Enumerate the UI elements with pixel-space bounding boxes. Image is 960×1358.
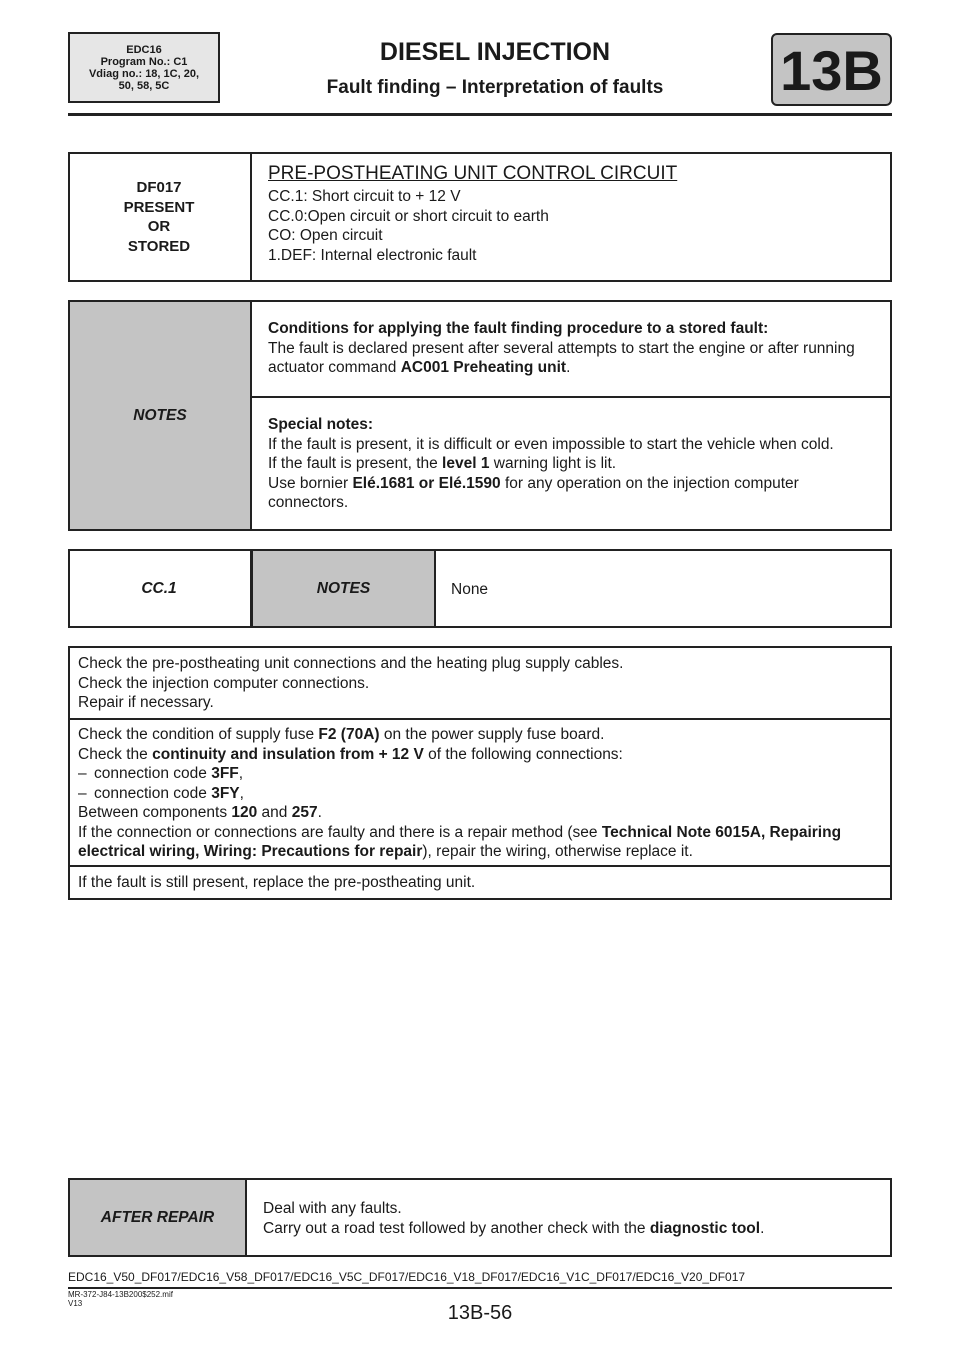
page-subtitle: Fault finding – Interpretation of faults — [326, 77, 664, 98]
notes-label: NOTES — [133, 406, 187, 424]
continuity-check: continuity and insulation from + 12 V — [152, 745, 424, 763]
fault-status-stored: STORED — [127, 237, 191, 255]
notes-row-divider — [252, 396, 892, 398]
connection-item: – connection code 3FY, — [78, 784, 244, 802]
procedure-step-2 — [78, 725, 878, 862]
fault-code: DF017 — [136, 179, 182, 196]
step-line: Check the condition of supply fuse F2 (70A) on the power supply fuse board. — [78, 726, 605, 743]
header-divider — [68, 113, 892, 116]
step-line: Check the injection computer connections. — [78, 674, 370, 692]
page-title: DIESEL INJECTION — [379, 38, 611, 66]
component-ref: 257 — [291, 804, 318, 821]
conditions-text: The fault is declared present after several attempts to start the engine or after running actuator command AC001 Preheating unit. — [268, 339, 855, 376]
notes-special — [268, 415, 880, 513]
after-repair-line: Carry out a road test followed by another check with the diagnostic tool. — [263, 1219, 765, 1237]
footer-file-info — [68, 1290, 173, 1308]
footer-divider — [68, 1287, 892, 1289]
program-line: Program No.: C1 — [100, 55, 188, 68]
cc1-notes-label: NOTES — [316, 579, 371, 597]
fault-status-or: OR — [147, 218, 171, 235]
section-code-badge: 13B — [771, 33, 892, 106]
step-line: Check the pre-postheating unit connections and the heating plug supply cables. — [78, 655, 624, 672]
vdiag-line: Vdiag no.: 18, 1C, 20, — [88, 67, 200, 80]
cc1-notes-value: None — [451, 581, 489, 598]
step-line: Check the continuity and insulation from + 12 V of the following connections: — [78, 745, 623, 763]
technical-note-ref: Technical Note 6015A, Repairing electrical wiring, Wiring: Precautions for repair — [78, 823, 842, 860]
fault-code-cc0: CC.0:Open circuit or short circuit to earth — [268, 207, 549, 225]
connection-code: 3FY — [211, 784, 240, 802]
connection-item: – connection code 3FF, — [78, 765, 244, 782]
procedure-divider — [68, 865, 892, 867]
special-note-line: If the fault is present, it is difficult or even impossible to start the vehicle when cold. — [268, 435, 834, 453]
procedure-divider — [68, 718, 892, 720]
fault-code-1def: 1.DEF: Internal electronic fault — [268, 246, 477, 264]
fault-status-present: PRESENT — [123, 198, 195, 216]
cc1-code-cell — [68, 549, 252, 628]
warning-level: level 1 — [442, 455, 490, 472]
page-number: 13B-56 — [447, 1302, 513, 1324]
special-notes-title: Special notes: — [268, 416, 374, 433]
connection-code: 3FF — [211, 765, 239, 782]
fault-code-co: CO: Open circuit — [268, 227, 383, 244]
notes-label-cell — [68, 300, 252, 531]
after-repair-label: AFTER REPAIR — [100, 1208, 215, 1226]
step-line: Repair if necessary. — [78, 694, 214, 711]
diagnostic-tool: diagnostic tool — [649, 1219, 761, 1237]
fault-code-cc1: CC.1: Short circuit to + 12 V — [268, 188, 461, 205]
actuator-command: AC001 Preheating unit — [400, 359, 567, 376]
fuse-ref: F2 (70A) — [318, 726, 380, 743]
special-note-line: If the fault is present, the level 1 warning light is lit. — [268, 455, 617, 472]
notes-conditions — [268, 319, 880, 378]
version: V13 — [68, 1299, 83, 1308]
after-repair-text — [263, 1199, 883, 1238]
procedure-step-1 — [78, 654, 878, 713]
vdiag-line-2: 50, 58, 5C — [118, 79, 170, 92]
bornier-ref: Elé.1681 or Elé.1590 — [352, 474, 501, 492]
procedure-step-3: If the fault is still present, replace the pre-postheating unit. — [78, 874, 476, 891]
step-line: Between components 120 and 257. — [78, 804, 322, 821]
fault-status-cell — [68, 152, 252, 282]
special-note-line: Use bornier Elé.1681 or Elé.1590 for any operation on the injection computer connectors. — [268, 474, 799, 511]
footer-reference: EDC16_V50_DF017/EDC16_V58_DF017/EDC16_V5C_DF017/EDC16_V18_DF017/EDC16_V1C_DF017/EDC16_V20_DF017 — [68, 1270, 746, 1284]
step-line: If the connection or connections are faulty and there is a repair method (see Technical Note 6015A, Repairing electrical wiring, Wiring: Precautions for repair), repair the wiring, otherwise replace it. — [78, 823, 842, 860]
after-repair-label-cell — [68, 1178, 247, 1257]
conditions-title: Conditions for applying the fault finding procedure to a stored fault: — [268, 320, 769, 337]
vehicle-program-box — [68, 32, 220, 103]
mif-filename: MR-372-J84-13B200$252.mif — [68, 1290, 173, 1299]
edc-line: EDC16 — [126, 43, 162, 56]
fault-description-cell — [268, 163, 878, 265]
fault-title: PRE-POSTHEATING UNIT CONTROL CIRCUIT — [268, 163, 678, 184]
cc1-code: CC.1 — [141, 579, 177, 597]
component-ref: 120 — [231, 804, 258, 821]
cc1-notes-label-cell — [251, 549, 436, 628]
after-repair-line: Deal with any faults. — [263, 1200, 402, 1217]
